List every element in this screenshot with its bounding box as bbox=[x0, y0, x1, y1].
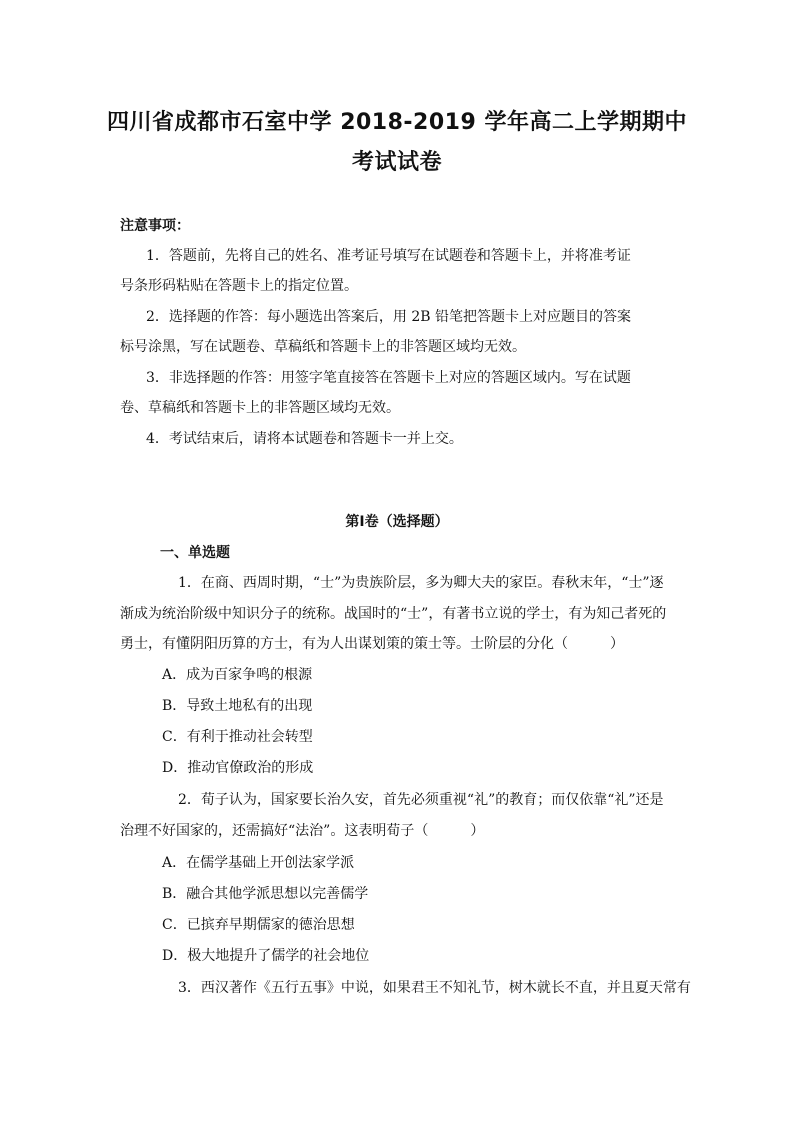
notes-line: 4．考试结束后，请将本试题卷和答题卡一并上交。 bbox=[146, 431, 463, 447]
notes-line: 卷、草稿纸和答题卡上的非答题区域均无效。 bbox=[120, 400, 400, 416]
question-2-stem-line: 治理不好国家的，还需搞好“法治”。这表明荀子（ ） bbox=[120, 823, 485, 839]
question-1-stem-line: 1．在商、西周时期，“士”为贵族阶层，多为卿大夫的家臣。春秋末年，“士”逐 bbox=[178, 575, 664, 591]
notes-line: 2．选择题的作答：每小题选出答案后，用 2B 铅笔把答题卡上对应题目的答案 bbox=[146, 309, 632, 325]
question-2-option-b: B．融合其他学派思想以完善儒学 bbox=[162, 886, 369, 902]
question-1-option-a: A．成为百家争鸣的根源 bbox=[162, 667, 313, 683]
notes-heading: 注意事项： bbox=[120, 218, 190, 234]
section-subtitle: 一、单选题 bbox=[160, 545, 230, 561]
notes-line: 3．非选择题的作答：用签字笔直接答在答题卡上对应的答题区域内。写在试题 bbox=[146, 370, 631, 386]
question-1-option-b: B．导致土地私有的出现 bbox=[162, 698, 313, 714]
question-2-option-a: A．在儒学基础上开创法家学派 bbox=[162, 855, 355, 871]
notes-line: 1．答题前，先将自己的姓名、准考证号填写在试题卷和答题卡上，并将准考证 bbox=[146, 248, 631, 264]
question-1-stem-line: 渐成为统治阶级中知识分子的统称。战国时的“士”，有著书立说的学士，有为知己者死的 bbox=[120, 606, 667, 622]
section-title: 第Ⅰ卷（选择题） bbox=[345, 514, 449, 530]
question-3-stem-line: 3．西汉著作《五行五事》中说，如果君王不知礼节，树木就长不直，并且夏天常有 bbox=[178, 980, 691, 996]
question-1-option-c: C．有利于推动社会转型 bbox=[162, 729, 313, 745]
question-1-option-d: D．推动官僚政治的形成 bbox=[162, 760, 314, 776]
question-2-option-d: D．极大地提升了儒学的社会地位 bbox=[162, 948, 370, 964]
exam-title-line-1: 四川省成都市石室中学 2018-2019 学年高二上学期期中 bbox=[107, 110, 687, 135]
question-1-stem-line: 勇士，有懂阴阳历算的方士，有为人出谋划策的策士等。士阶层的分化（ ） bbox=[120, 636, 624, 652]
question-2-option-c: C．已摈弃早期儒家的德治思想 bbox=[162, 917, 355, 933]
question-2-stem-line: 2．荀子认为，国家要长治久安，首先必须重视“礼”的教育；而仅依靠“礼”还是 bbox=[178, 792, 664, 808]
exam-title-line-2: 考试试卷 bbox=[351, 150, 442, 175]
notes-line: 号条形码粘贴在答题卡上的指定位置。 bbox=[120, 278, 358, 294]
notes-line: 标号涂黑，写在试题卷、草稿纸和答题卡上的非答题区域均无效。 bbox=[120, 339, 526, 355]
